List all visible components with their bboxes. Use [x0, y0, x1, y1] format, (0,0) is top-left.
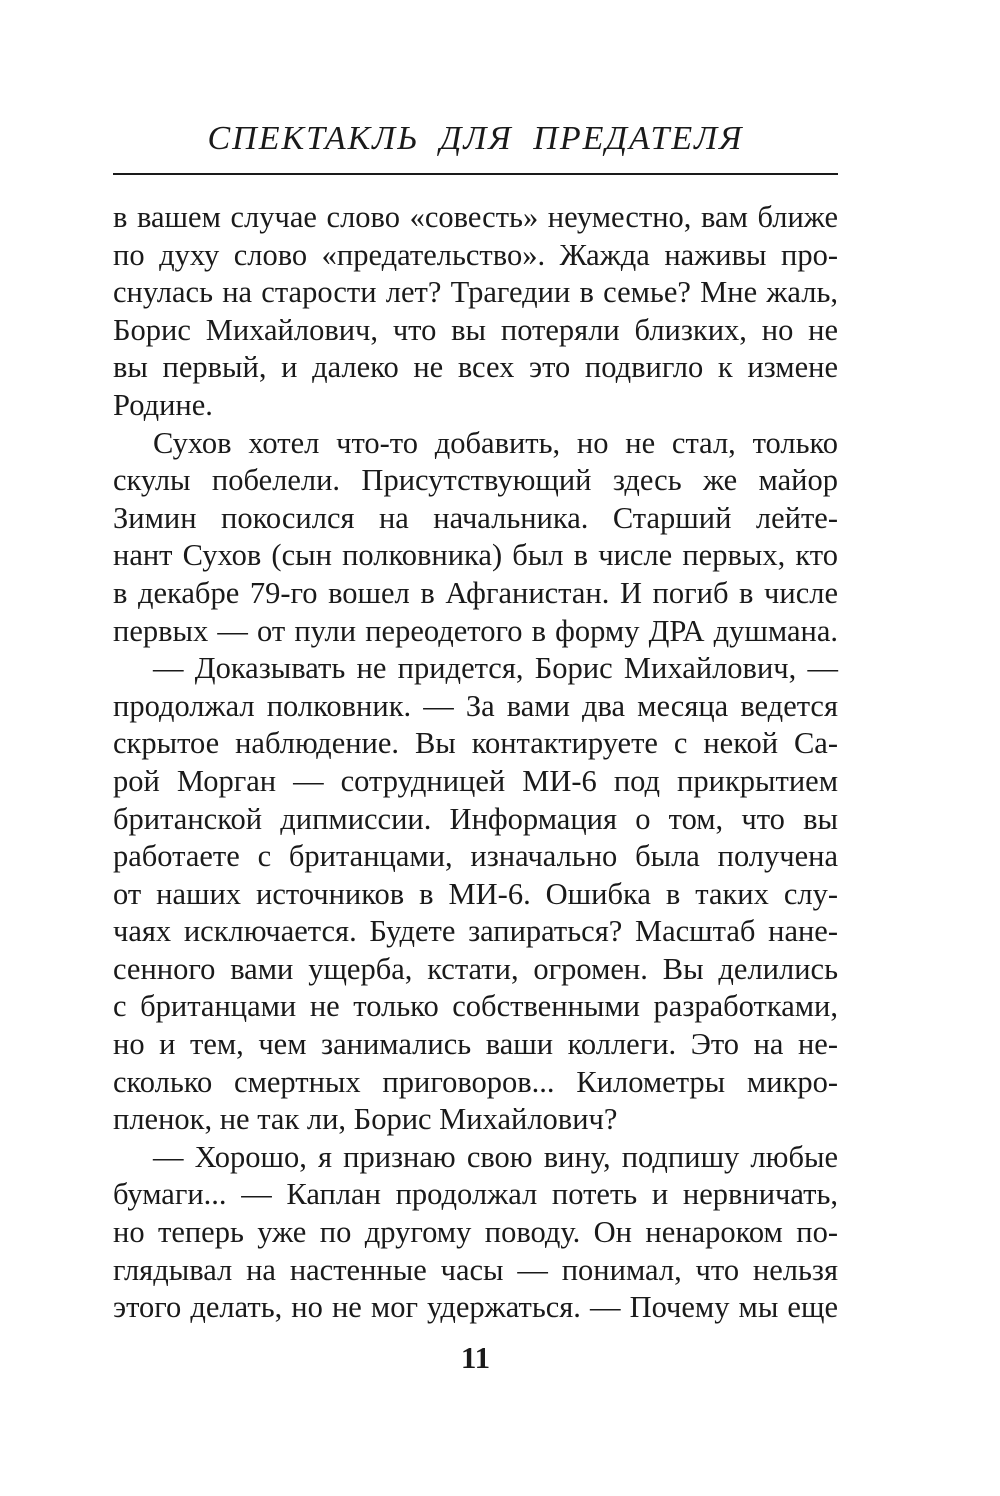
- text-line: первых — от пули переодетого в форму ДРА душмана.: [113, 613, 838, 648]
- text-line: в вашем случае слово «совесть» неуместно, вам ближе: [113, 200, 838, 234]
- text-line: в декабре 79-го вошел в Афганистан. И погиб в числе: [113, 575, 838, 610]
- text-line: Сухов хотел что-то добавить, но не стал, только: [153, 425, 838, 460]
- text-line: но теперь уже по другому поводу. Он ненароком по-: [113, 1215, 838, 1250]
- text-line: бумаги... — Каплан продолжал потеть и нервничать,: [113, 1177, 838, 1212]
- text-line: по духу слово «предательство». Жажда наживы про-: [113, 237, 838, 272]
- text-line: Борис Михайлович, что вы потеряли близких, но не: [113, 312, 838, 347]
- text-line: британской дипмиссии. Информация о том, что вы: [113, 801, 838, 836]
- text-line: этого делать, но не мог удержаться. — Почему мы еще: [113, 1290, 838, 1325]
- text-line: — Хорошо, я признаю свою вину, подпишу любые: [153, 1139, 838, 1174]
- text-line: рой Морган — сотрудницей МИ-6 под прикрытием: [113, 763, 838, 798]
- text-line: с британцами не только собственными разработками,: [113, 989, 838, 1024]
- text-line: снулась на старости лет? Трагедии в семье? Мне жаль,: [113, 275, 838, 310]
- text-line: глядывал на настенные часы — понимал, что нельзя: [113, 1252, 838, 1287]
- text-line: работаете с британцами, изначально была получена: [113, 839, 838, 874]
- page-number: 11: [460, 1340, 491, 1375]
- text-line: — Доказывать не придется, Борис Михайлович, —: [153, 651, 838, 686]
- text-line: пленок, не так ли, Борис Михайлович?: [113, 1102, 618, 1137]
- header-rule: [113, 173, 838, 175]
- text-line: Родине.: [113, 387, 213, 422]
- text-line: продолжал полковник. — За вами два месяца ведется: [113, 688, 838, 723]
- text-line: Зимин покосился на начальника. Старший лейте-: [113, 500, 838, 535]
- text-line: но и тем, чем занимались ваши коллеги. Это на не-: [113, 1027, 838, 1062]
- text-line: сенного вами ущерба, кстати, огромен. Вы делились: [113, 951, 838, 986]
- text-line: от наших источников в МИ-6. Ошибка в таких слу-: [113, 876, 838, 911]
- text-line: вы первый, и далеко не всех это подвигло к измене: [113, 350, 838, 385]
- text-line: скрытое наблюдение. Вы контактируете с некой Са-: [113, 726, 838, 761]
- text-line: чаях исключается. Будете запираться? Масштаб нане-: [113, 914, 838, 949]
- body-text: [113, 199, 838, 1327]
- text-line: нант Сухов (сын полковника) был в числе первых, кто: [113, 538, 838, 573]
- text-line: скулы побелели. Присутствующий здесь же майор: [113, 463, 838, 498]
- running-head: СПЕКТАКЛЬ ДЛЯ ПРЕДАТЕЛЯ: [207, 120, 744, 157]
- text-line: сколько смертных приговоров... Километры микро-: [113, 1064, 838, 1099]
